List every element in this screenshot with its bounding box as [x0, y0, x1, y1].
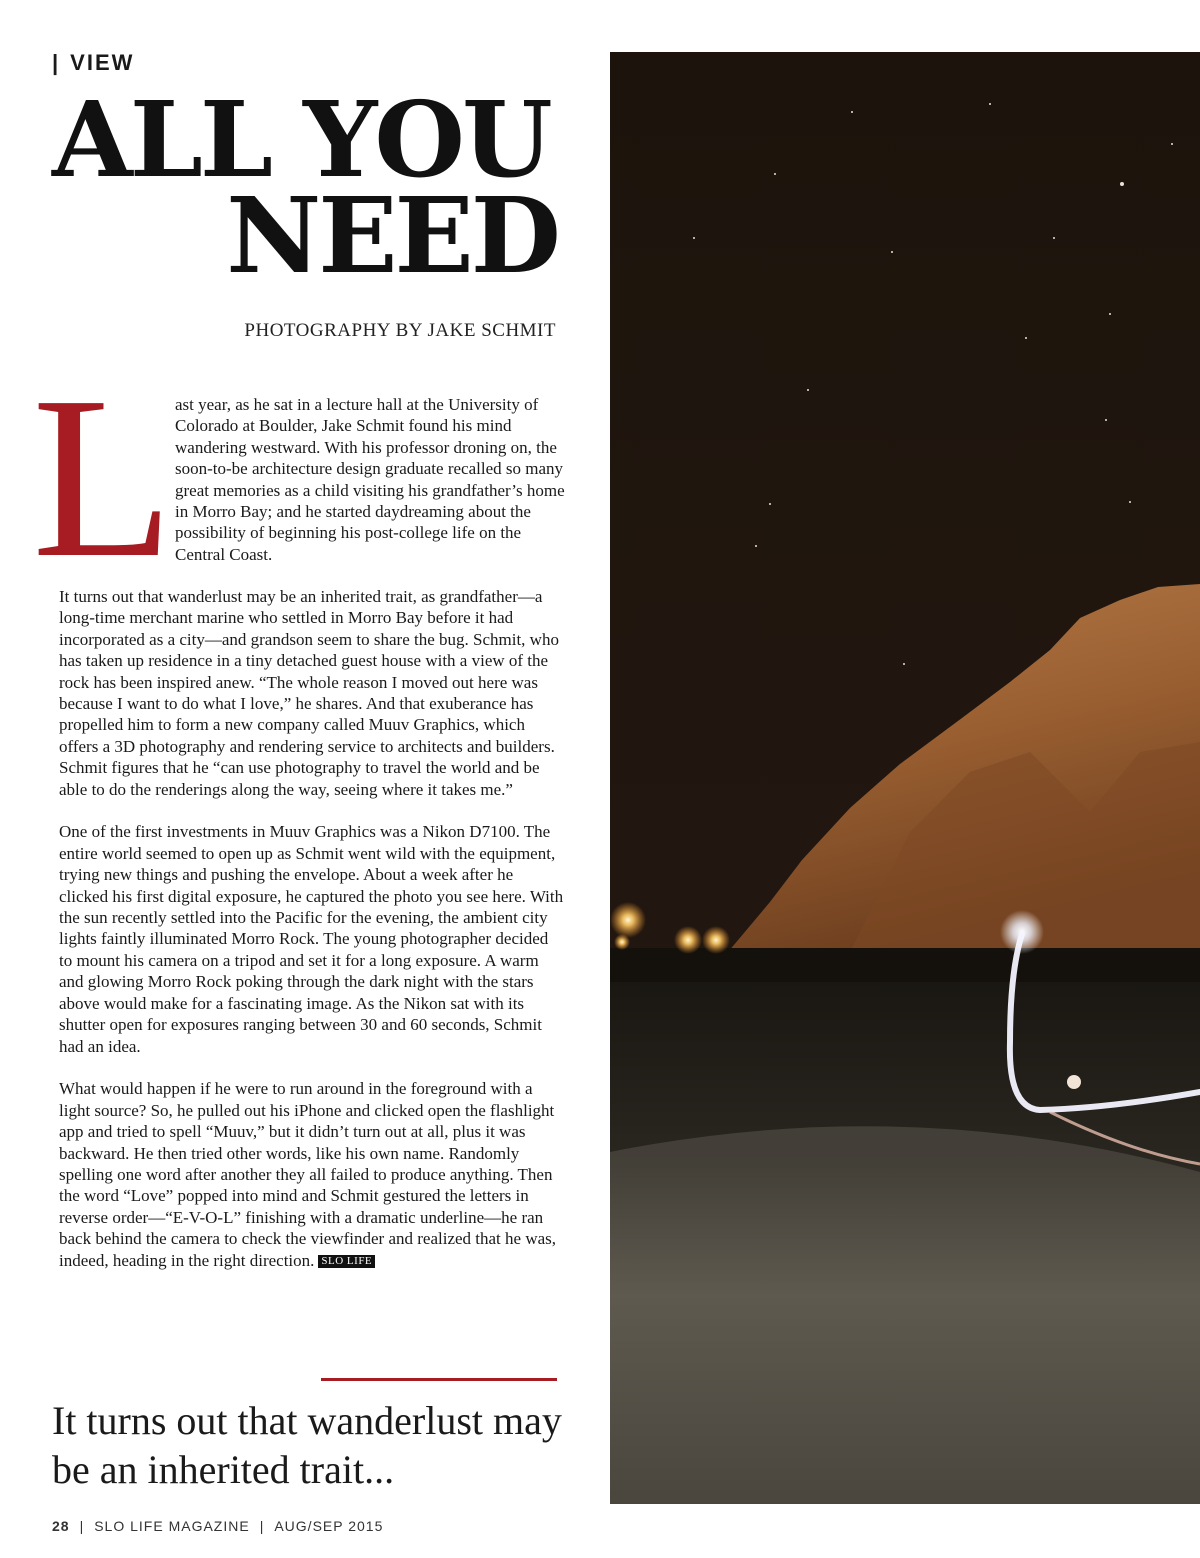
- end-mark: SLO LIFE: [318, 1255, 375, 1268]
- night-photo-morro-rock: [610, 52, 1200, 1504]
- headline-line-2: NEED: [226, 174, 558, 297]
- footer-separator: |: [79, 1518, 85, 1534]
- body-paragraph-last: [59, 1078, 565, 1271]
- photo-illustration: [610, 52, 1200, 1504]
- body-paragraph: It turns out that wanderlust may be an inherited trait, as grandfather—a long-time merchant marine who settled in Morro Bay before it had incorporated as a city—and grandson seem to share the bug. Schmit, who has taken up residence in a tiny detached guest house with a view of the rock has been inspired anew. “The whole reason I moved out here was because I want to do what I love,” he shares. And that exuberance has propelled him to form a new company called Muuv Graphics, which offers a 3D photography and rendering service to architects and builders. Schmit figures that he “can use photography to travel the world and be able to do the renderings along the way, seeing where it takes me.”: [59, 587, 559, 799]
- page-number: 28: [52, 1518, 70, 1534]
- pull-quote-rule: [321, 1378, 557, 1381]
- body-paragraph: One of the first investments in Muuv Graphics was a Nikon D7100. The entire world seemed to open up as Schmit went wild with the equipment, trying new things and pushing the envelope. About a week after he clicked his first digital exposure, he captured the photo you see here. With the sun recently settled into the Pacific for the evening, the ambient city lights faintly illuminated Morro Rock. The young photographer decided to mount his camera on a tripod and set it for a long exposure. A warm and glowing Morro Rock poking through the dark night with the stars above would make for a fascinating image. As the Nikon sat with its shutter open for exposures ranging between 30 and 60 seconds, Schmit had an idea.: [59, 822, 564, 1056]
- lead-paragraph: ast year, as he sat in a lecture hall at the University of Colorado at Boulder, Jake Schmit found his mind wandering westward. With his professor droning on, the soon-to-be architecture design graduate recalled so many great memories as a child visiting his grandfather’s home in Morro Bay; and he started daydreaming about the possibility of beginning his post-college life on the Central Coast.: [175, 395, 565, 564]
- pull-quote: It turns out that wanderlust may be an inherited trait...: [52, 1398, 562, 1492]
- section-divider: |: [52, 50, 61, 75]
- issue-date: AUG/SEP 2015: [274, 1518, 384, 1534]
- article-body: [59, 586, 565, 1292]
- drop-cap: L: [32, 349, 174, 606]
- page-footer: [52, 1518, 383, 1534]
- footer-separator: |: [259, 1518, 265, 1534]
- article-headline: [52, 78, 558, 297]
- headline-line-1: ALL YOU: [52, 78, 550, 201]
- body-paragraph-text: What would happen if he were to run around in the foreground with a light source? So, he pulled out his iPhone and clicked open the flashlight app and tried to spell “Muuv,” but it didn’t turn out at all, plus it was backward. He then tried other words, like his own name. Randomly spelling one word after another they all failed to produce anything. Then the word “Love” popped into mind and Schmit gestured the letters in reverse order—“E-V-O-L” finishing with a dramatic underline—he ran back behind the camera to check the viewfinder and realized that he was, indeed, heading in the right direction.: [59, 1079, 557, 1270]
- photo-credit: PHOTOGRAPHY BY JAKE SCHMIT: [244, 320, 556, 341]
- section-name: VIEW: [70, 50, 135, 75]
- publication-name: SLO LIFE MAGAZINE: [94, 1518, 250, 1534]
- section-label: [52, 50, 134, 76]
